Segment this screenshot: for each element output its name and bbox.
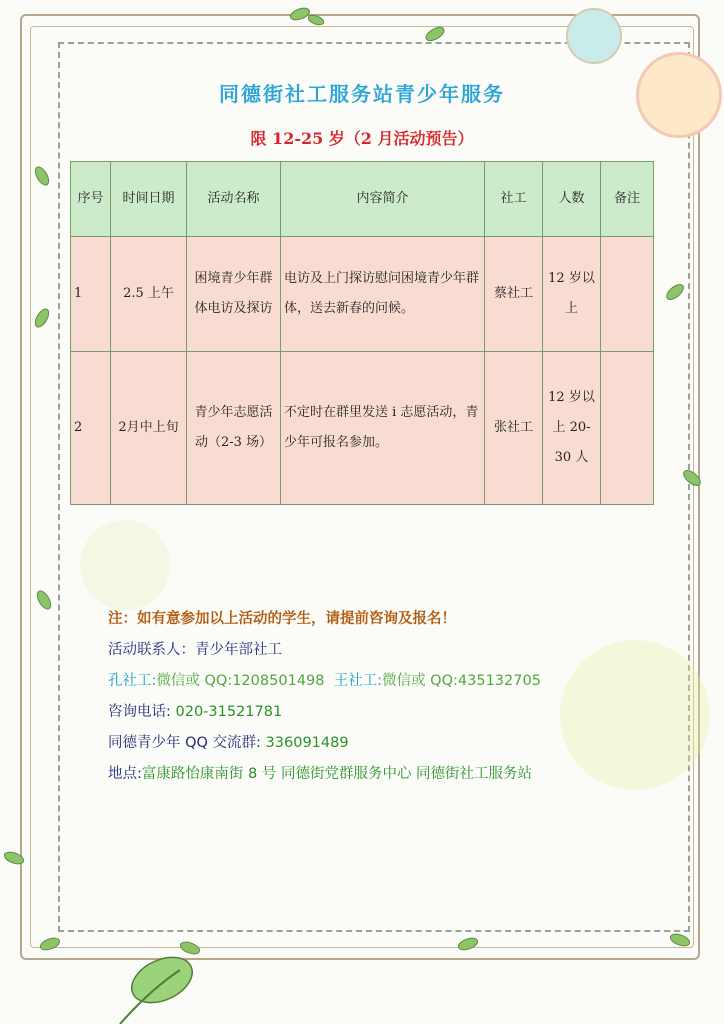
kong-label: 孔社工: xyxy=(108,673,157,689)
phone-line xyxy=(108,697,541,728)
contact-info xyxy=(108,604,541,790)
phone-label: 咨询电话: xyxy=(108,704,171,720)
kong-value: 微信或 QQ:1208501498 xyxy=(156,673,325,689)
column-header: 人数 xyxy=(543,162,601,237)
address-value: 富康路怡康南街 8 号 同德街党群服务中心 同德街社工服务站 xyxy=(141,766,533,782)
table-cell: 12 岁以上 xyxy=(543,237,601,352)
table-row xyxy=(71,237,654,352)
column-header: 内容简介 xyxy=(281,162,485,237)
table-cell xyxy=(601,352,654,505)
table-cell: 2 xyxy=(71,352,111,505)
phone-value: 020-31521781 xyxy=(175,704,283,720)
column-header: 序号 xyxy=(71,162,111,237)
address-label: 地点: xyxy=(108,766,142,782)
table-cell: 困境青少年群体电访及探访 xyxy=(187,237,281,352)
contact-person xyxy=(108,635,541,666)
social-workers-contact xyxy=(108,666,541,697)
table-cell: 张社工 xyxy=(485,352,543,505)
column-header: 备注 xyxy=(601,162,654,237)
address-line xyxy=(108,759,541,790)
table-cell: 2月中上旬 xyxy=(111,352,187,505)
qq-group-label: 同德青少年 QQ 交流群: xyxy=(108,735,261,751)
activity-table xyxy=(70,161,654,505)
table-cell: 青少年志愿活动（2-3 场） xyxy=(187,352,281,505)
contact-label: 活动联系人： xyxy=(108,642,195,658)
page-subtitle: 限 12-25 岁（2 月活动预告） xyxy=(250,129,474,148)
table-cell: 电访及上门探访慰问困境青少年群体，送去新春的问候。 xyxy=(281,237,485,352)
qq-group-value: 336091489 xyxy=(265,735,349,751)
table-cell: 1 xyxy=(71,237,111,352)
page-title: 同德街社工服务站青少年服务 xyxy=(219,82,505,106)
table-cell: 不定时在群里发送 i 志愿活动，青少年可报名参加。 xyxy=(281,352,485,505)
wang-value: 微信或 QQ:435132705 xyxy=(382,673,541,689)
table-cell xyxy=(601,237,654,352)
table-cell: 蔡社工 xyxy=(485,237,543,352)
table-cell: 2.5 上午 xyxy=(111,237,187,352)
contact-value: 青少年部社工 xyxy=(195,642,282,658)
table-cell: 12 岁以上 20-30 人 xyxy=(543,352,601,505)
table-header-row xyxy=(71,162,654,237)
wang-label: 王社工: xyxy=(333,673,383,689)
column-header: 时间日期 xyxy=(111,162,187,237)
table-row xyxy=(71,352,654,505)
column-header: 社工 xyxy=(485,162,543,237)
column-header: 活动名称 xyxy=(187,162,281,237)
qq-group-line xyxy=(108,728,541,759)
notice-text: 注：如有意参加以上活动的学生，请提前咨询及报名！ xyxy=(108,611,456,627)
